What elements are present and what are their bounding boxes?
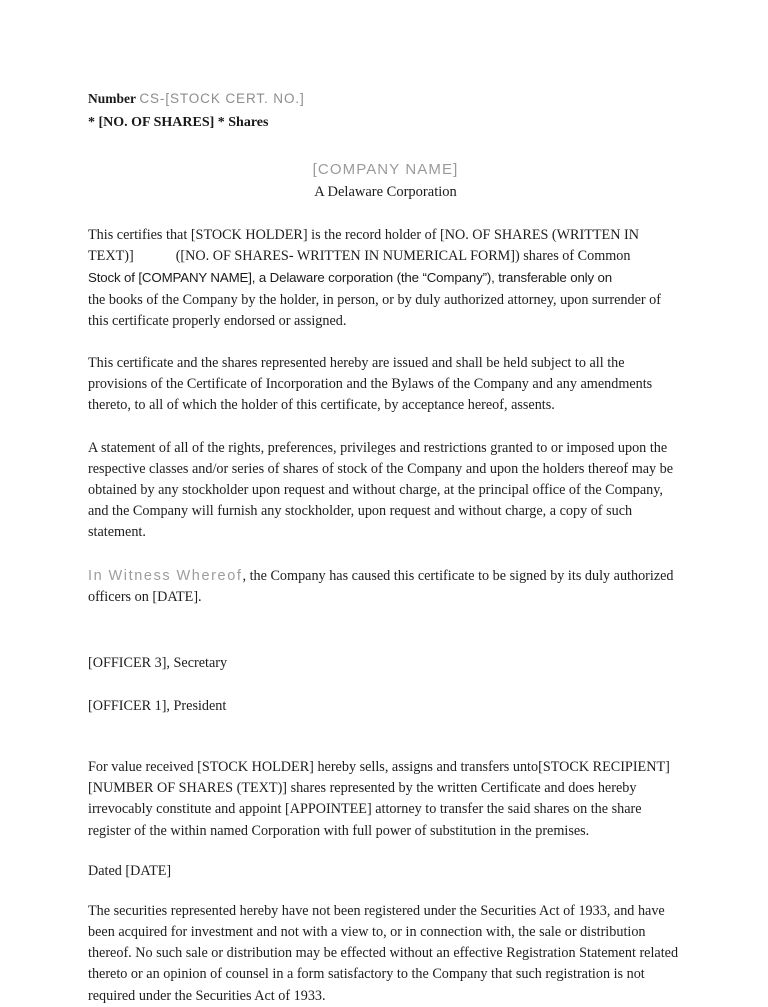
certification-line-1: This certifies that [STOCK HOLDER] is the record holder of [NO. OF SHARES (WRITTEN IN TEXT)] — [88, 227, 639, 265]
spacer — [88, 608, 683, 653]
spacer — [88, 882, 683, 901]
certificate-number-label: Number — [88, 91, 136, 106]
certificate-number-line — [88, 88, 683, 110]
document-body — [88, 225, 683, 1007]
signature-line-president: [OFFICER 1], President — [88, 698, 227, 715]
paragraph-subject-to-provisions: This certificate and the shares represented hereby are issued and shall be held subject to all the provisions of the Certificate of Incorporation and the Bylaws of the Company and any amendments thereto, to all of which the holder of this certificate, by acceptance hereof, assents. — [88, 355, 653, 414]
certification-line-3: Stock of [COMPANY NAME], a Delaware corporation (the “Company”), transferable only on — [88, 270, 613, 286]
dated-line: Dated [DATE] — [88, 862, 172, 879]
certification-line-2: ([NO. OF SHARES- WRITTEN IN NUMERICAL FORM]) shares of Common — [175, 248, 631, 265]
spacer — [88, 332, 683, 353]
paragraph-assignment: For value received [STOCK HOLDER] hereby sells, assigns and transfers unto[STOCK RECIPIENT] [NUMBER OF SHARES (TEXT)] shares represented by the written Certificate and does hereby irrevocably constitute and appoint [APPOINTEE] attorney to transfer the said shares on the share register of the within named Corporation with full power of substitution in the premises. — [88, 759, 670, 839]
spacer — [88, 417, 683, 438]
paragraph-certification — [88, 225, 683, 332]
title-block — [88, 160, 683, 203]
shares-count-line: * [NO. OF SHARES] * Shares — [88, 115, 269, 130]
witness-phrase — [88, 568, 243, 583]
company-name: [COMPANY NAME] — [312, 161, 459, 178]
witness-word-in: In — [88, 567, 104, 584]
spacer — [88, 842, 683, 861]
witness-word-whereof: Whereof — [176, 567, 243, 584]
paragraph-securities-legend: The securities represented hereby have not been registered under the Securities Act of 1933, and have been acquired for investment and not with a view to, or in connection with, the sale or distribution thereof. No such sale or distribution may be effected without an effective Registration Statement related thereto or an opinion of counsel in a form satisfactory to the Company that such registration is not required under the Securities Act of 1933. — [88, 902, 679, 1004]
witness-word-witness: Witness — [108, 567, 172, 584]
certification-line-4: the books of the Company by the holder, in person, or by duly authorized attorney, upon surrender of this certificate properly endorsed or assigned. — [88, 291, 661, 329]
spacer — [88, 674, 683, 696]
corporation-subtitle: A Delaware Corporation — [314, 184, 457, 200]
witness-remainder: , the Company has caused this certificate to be signed by its duly authorized officers on [DATE]. — [88, 567, 674, 605]
spacer — [88, 717, 683, 757]
paragraph-statement-of-rights: A statement of all of the rights, preferences, privileges and restrictions granted to or imposed upon the respective classes and/or series of shares of stock of the Company and upon the holders thereof may be obtained by any stockholder upon request and without charge, at the principal office of the Company, and the Company will furnish any stockholder, upon request and without charge, a copy of such statement. — [88, 439, 674, 541]
signature-line-secretary: [OFFICER 3], Secretary — [88, 655, 228, 672]
spacer — [88, 544, 683, 565]
certificate-number-value: CS-[STOCK CERT. NO.] — [139, 91, 305, 106]
paragraph-in-witness-whereof — [88, 565, 683, 608]
